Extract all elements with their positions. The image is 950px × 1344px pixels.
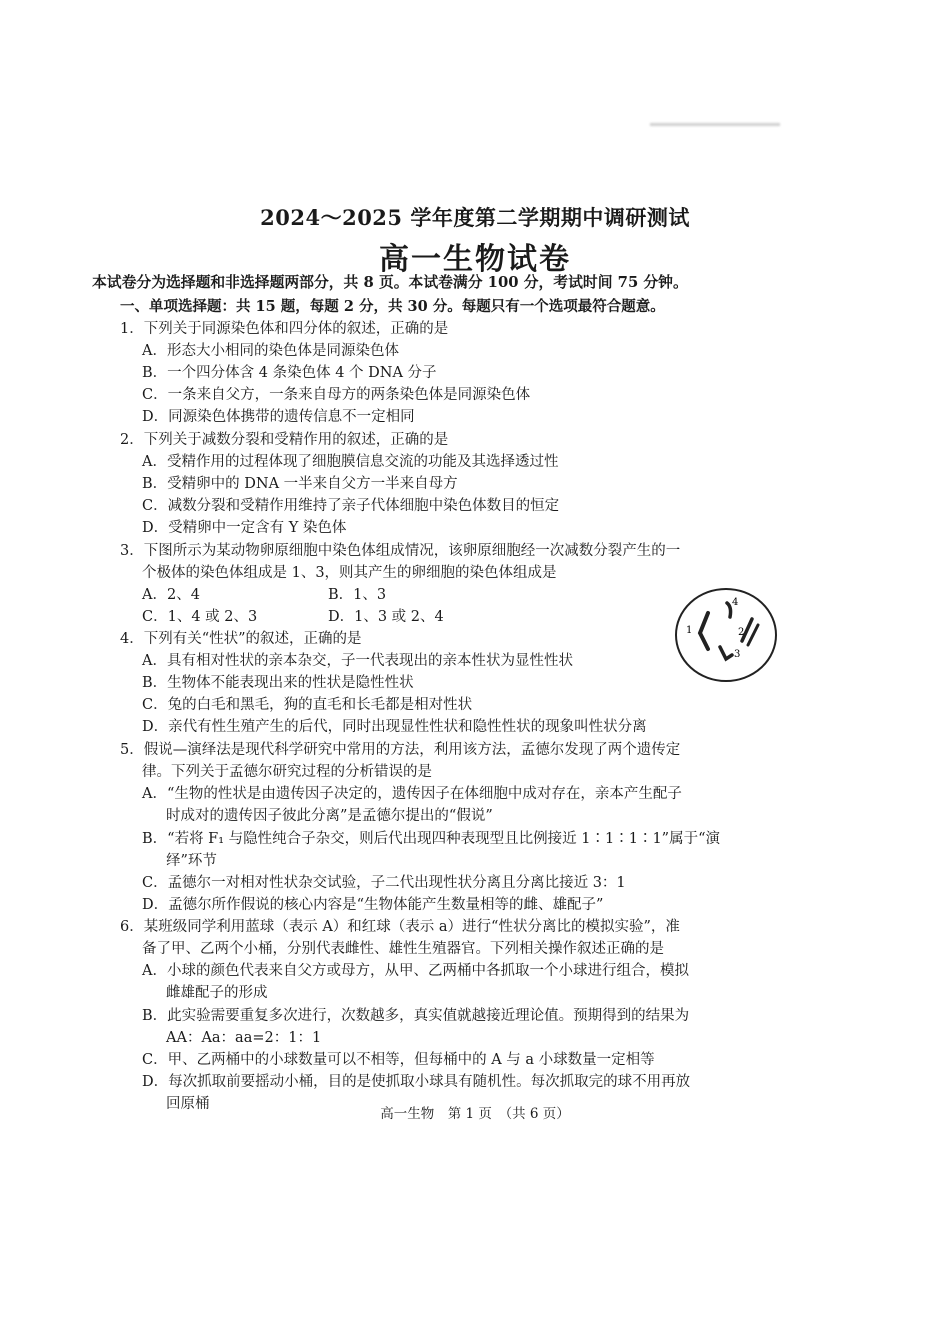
question-5-option-b-line1: B．“若将 F₁ 与隐性纯合子杂交，则后代出现四种表现型且比例接近 1∶1∶1∶1”属于“演 [142,831,720,847]
question-4-option-d: D．亲代有性生殖产生的后代，同时出现显性性状和隐性性状的现象叫性状分离 [142,719,647,735]
question-4-option-a: A．具有相对性状的亲本杂交，子一代表现出的亲本性状为显性性状 [142,653,573,669]
exam-title: 2024～2025 学年度第二学期期中调研测试 [260,205,690,230]
question-6-option-d-line1: D．每次抓取前要摇动小桶，目的是使抓取小球具有随机性。每次抓取完的球不用再放 [142,1074,691,1090]
question-5-stem-line1: 5．假说—演绎法是现代科学研究中常用的方法，利用该方法，孟德尔发现了两个遗传定 [120,742,681,758]
question-4-option-c: C．兔的白毛和黑毛，狗的直毛和长毛都是相对性状 [142,697,473,713]
question-1-option-b: B．一个四分体含 4 条染色体 4 个 DNA 分子 [142,365,437,381]
question-2-option-b: B．受精卵中的 DNA 一半来自父方一半来自母方 [142,476,458,492]
question-5-stem-line2: 律。下列关于孟德尔研究过程的分析错误的是 [142,764,432,780]
question-5-option-c: C．孟德尔一对相对性状杂交试验，子二代出现性状分离且分离比接近 3：1 [142,875,626,891]
chromosome-1 [700,613,708,649]
scan-edge-shadow [650,123,780,126]
question-1-option-c: C．一条来自父方，一条来自母方的两条染色体是同源染色体 [142,387,531,403]
chromosome-label-1: 1 [686,625,693,636]
question-3-stem-line2: 个极体的染色体组成是 1、3，则其产生的卵细胞的染色体组成是 [142,565,557,581]
question-5-option-a-line2: 时成对的遗传因子彼此分离”是孟德尔提出的“假说” [166,808,493,824]
question-6-stem-line2: 备了甲、乙两个小桶，分别代表雌性、雄性生殖器官。下列相关操作叙述正确的是 [142,941,664,957]
question-3-option-c: C．1、4 或 2、3 [142,609,258,625]
question-4-option-b: B．生物体不能表现出来的性状是隐性性状 [142,675,414,691]
question-3-option-a: A．2、4 [142,587,200,603]
question-6-option-a-line1: A．小球的颜色代表来自父方或母方，从甲、乙两桶中各抓取一个小球进行组合，模拟 [142,963,689,979]
question-2-option-d: D．受精卵中一定含有 Y 染色体 [142,520,347,536]
exam-subtitle: 高一生物试卷 [379,242,571,277]
exam-intro: 本试卷分为选择题和非选择题两部分，共 8 页。本试卷满分 100 分，考试时间 75 分钟。 [92,274,688,291]
question-6-option-c: C．甲、乙两桶中的小球数量可以不相等，但每桶中的 A 与 a 小球数量一定相等 [142,1052,655,1068]
question-6-option-b-line1: B．此实验需要重复多次进行，次数越多，真实值就越接近理论值。预期得到的结果为 [142,1008,690,1024]
chromosome-label-4: 4 [732,597,739,608]
question-1-stem: 1．下列关于同源染色体和四分体的叙述，正确的是 [120,321,449,337]
page-footer: 高一生物 第 1 页 （共 6 页） [380,1106,570,1122]
chromosome-label-2: 2 [738,627,745,638]
question-6-option-d-line2: 回原桶 [166,1096,210,1112]
question-3-stem-line1: 3．下图所示为某动物卵原细胞中染色体组成情况，该卵原细胞经一次减数分裂产生的一 [120,543,681,559]
question-5-option-b-line2: 绎”环节 [166,853,217,869]
question-1-option-d: D．同源染色体携带的遗传信息不一定相同 [142,409,415,425]
chromosome-4 [727,603,731,617]
question-6-stem-line1: 6．某班级同学利用蓝球（表示 A）和红球（表示 a）进行“性状分离比的模拟实验”，准 [120,919,680,935]
question-4-stem: 4．下列有关“性状”的叙述，正确的是 [120,631,362,647]
section-heading: 一、单项选择题：共 15 题，每题 2 分，共 30 分。每题只有一个选项最符合题意。 [120,298,665,315]
question-3-option-b: B．1、3 [328,587,387,603]
oocyte-chromosome-figure [672,585,780,685]
question-5-option-d: D．孟德尔所作假说的核心内容是“生物体能产生数量相等的雌、雄配子” [142,897,604,913]
chromosome-3 [720,647,732,659]
question-3-option-d: D．1、3 或 2、4 [328,609,444,625]
question-2-stem: 2．下列关于减数分裂和受精作用的叙述，正确的是 [120,432,449,448]
question-1-option-a: A．形态大小相同的染色体是同源染色体 [142,343,399,359]
question-6-option-a-line2: 雌雄配子的形成 [166,985,268,1001]
chromosome-label-3: 3 [734,649,741,660]
question-2-option-a: A．受精作用的过程体现了细胞膜信息交流的功能及其选择透过性 [142,454,559,470]
question-5-option-a-line1: A．“生物的性状是由遗传因子决定的，遗传因子在体细胞中成对存在，亲本产生配子 [142,786,682,802]
question-6-option-b-line2: AA：Aa：aa=2：1：1 [166,1030,322,1046]
question-2-option-c: C．减数分裂和受精作用维持了亲子代体细胞中染色体数目的恒定 [142,498,560,514]
